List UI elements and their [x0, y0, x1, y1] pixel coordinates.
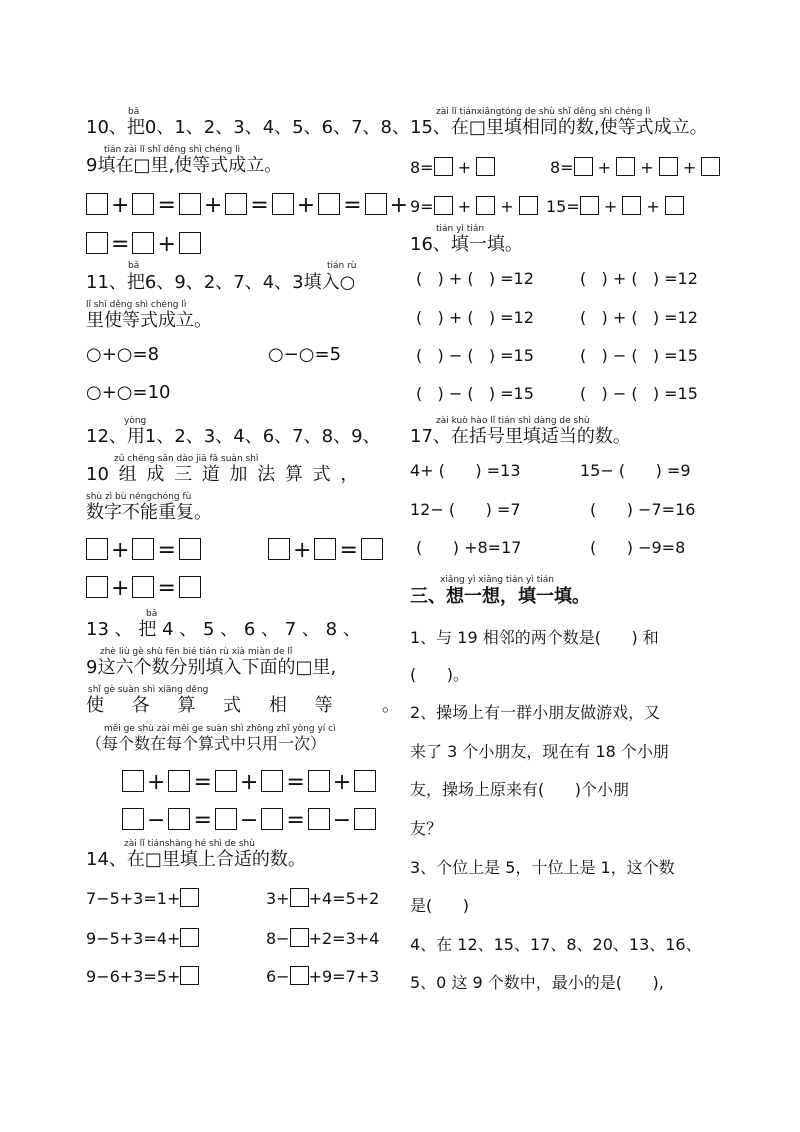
q10-equation-row1 — [86, 193, 411, 217]
answer-box[interactable] — [122, 808, 144, 830]
q17-row2-right: ( ) −7=16 — [590, 500, 696, 519]
s3-p3a: 3、个位上是 5，十位上是 1，这个数 — [410, 858, 675, 877]
answer-box[interactable] — [179, 193, 201, 215]
s3-p2d: 友？ — [410, 819, 443, 838]
q12-line2: 10 组 成 三 道 加 法 算 式 ， — [86, 464, 359, 485]
pinyin-q12-line2: zǔ chéng sān dào jiā fǎ suàn shì — [114, 454, 259, 464]
q10-equation-row2 — [86, 232, 201, 256]
answer-box[interactable] — [434, 157, 453, 176]
answer-box[interactable] — [354, 808, 376, 830]
q15-r2a: 9= + + — [410, 196, 538, 215]
answer-box[interactable] — [180, 966, 199, 985]
q13-line1: 13 、 把 4 、 5 、 6 、 7 、 8 、 — [86, 619, 361, 640]
answer-box[interactable] — [86, 538, 108, 560]
answer-box[interactable] — [261, 808, 283, 830]
q12-line3: 数字不能重复。 — [86, 502, 212, 523]
s3-p2a: 2、操场上有一群小朋友做游戏，又 — [410, 703, 661, 722]
op: = — [250, 193, 269, 218]
answer-box[interactable] — [86, 576, 108, 598]
q11-eq2: ○−○=5 — [268, 344, 342, 365]
q16-row1-right: ( ) + ( ) =12 — [580, 269, 698, 288]
q15-r1a: 8= + — [410, 157, 495, 176]
pinyin-q15: zài lǐ tiánxiāngtóng de shù shǐ děng shì chéng lì — [436, 107, 651, 117]
pinyin-q16: tián yì tián — [436, 224, 485, 234]
op: + — [389, 193, 409, 218]
answer-box[interactable] — [261, 770, 283, 792]
q11-line1: 11、把6、9、2、7、4、3填入○ — [86, 272, 356, 293]
answer-box[interactable] — [318, 193, 340, 215]
answer-box[interactable] — [580, 196, 599, 215]
pinyin-q13-line3: shǐ gè suàn shì xiāng děng — [88, 685, 209, 695]
q17-row3-left: ( ) +8=17 — [416, 538, 522, 557]
answer-box[interactable] — [665, 196, 684, 215]
q17-row1-left: 4+ ( ) =13 — [410, 461, 521, 480]
q16-row4-right: ( ) − ( ) =15 — [580, 384, 698, 403]
s3-p1a: 1、与 19 相邻的两个数是( ) 和 — [410, 628, 659, 647]
answer-box[interactable] — [132, 538, 154, 560]
answer-box[interactable] — [290, 966, 309, 985]
q12-line1: 12、用1、2、3、4、6、7、8、9、 — [86, 426, 381, 447]
answer-box[interactable] — [701, 157, 720, 176]
answer-box[interactable] — [434, 196, 453, 215]
q16-row1-left: ( ) + ( ) =12 — [416, 269, 534, 288]
pinyin-q13-ba: bǎ — [146, 609, 158, 619]
op: = — [343, 193, 362, 218]
answer-box[interactable] — [354, 770, 376, 792]
q14-row2-left: 9−5+3=4+ — [86, 928, 199, 947]
pinyin-q12-yong: yòng — [124, 416, 147, 426]
answer-box[interactable] — [361, 538, 383, 560]
answer-box[interactable] — [168, 770, 190, 792]
answer-box[interactable] — [122, 770, 144, 792]
q15-r2b: 15= + + — [546, 196, 684, 215]
q12-eq2: + = — [268, 538, 383, 562]
s3-p4b: 5、0 这 9 个数中，最小的是( ), — [410, 973, 664, 992]
q14-row1-right: 3+ +4=5+2 — [266, 889, 380, 908]
s3-p1b: ( )。 — [410, 665, 470, 684]
answer-box[interactable] — [290, 888, 309, 907]
op: + — [203, 193, 223, 218]
q17-row3-right: ( ) −9=8 — [590, 538, 686, 557]
op: + — [296, 193, 316, 218]
q16-row2-left: ( ) + ( ) =12 — [416, 308, 534, 327]
answer-box[interactable] — [86, 193, 108, 215]
q16-line1: 16、填一填。 — [410, 234, 523, 255]
q13-line2: 9这六个数分别填入下面的□里, — [86, 657, 337, 678]
answer-box[interactable] — [476, 157, 495, 176]
q16-row2-right: ( ) + ( ) =12 — [580, 308, 698, 327]
answer-box[interactable] — [365, 193, 387, 215]
pinyin-q13-line2: zhè liù gè shù fēn bié tián rù xià miàn de lǐ — [100, 647, 293, 657]
answer-box[interactable] — [179, 576, 201, 598]
answer-box[interactable] — [476, 196, 495, 215]
section3-title: 三、想一想，填一填。 — [410, 586, 590, 607]
q17-row2-left: 12− ( ) =7 — [410, 500, 521, 519]
pinyin-q12-line3: shù zì bù néngchóng fù — [86, 492, 192, 502]
q15-line1: 15、在□里填相同的数,使等式成立。 — [410, 117, 708, 138]
op: + — [111, 193, 130, 218]
answer-box[interactable] — [314, 538, 336, 560]
q11-eq3: ○+○=10 — [86, 382, 171, 403]
pinyin-q11-tianru: tián rù — [327, 261, 357, 271]
answer-box[interactable] — [574, 157, 593, 176]
q12-eq3: + = — [86, 576, 201, 600]
pinyin-q13-line4: měi ge shù zài měi ge suàn shì zhōng zhǐ yòng yí cì — [104, 724, 336, 734]
q14-row2-right: 8− +2=3+4 — [266, 929, 380, 948]
q15-r1b: 8= + + + — [550, 157, 720, 176]
q16-row4-left: ( ) − ( ) =15 — [416, 384, 534, 403]
answer-box[interactable] — [132, 193, 154, 215]
s3-p3b: 是( ) — [410, 896, 470, 915]
answer-box[interactable] — [616, 157, 635, 176]
answer-box[interactable] — [168, 808, 190, 830]
answer-box[interactable] — [272, 193, 294, 215]
pinyin-q10-ba: bǎ — [128, 107, 140, 117]
answer-box[interactable] — [179, 232, 201, 254]
q17-line1: 17、在括号里填适当的数。 — [410, 426, 631, 447]
pinyin-q17: zài kuò hào lǐ tián shì dàng de shù — [436, 416, 590, 426]
q14-row1-left: 7−5+3=1+ — [86, 888, 199, 907]
s3-p2c: 友，操场上原来有( )个小朋 — [410, 780, 630, 799]
pinyin-q11-ba: bǎ — [128, 261, 140, 271]
q11-eq1: ○+○=8 — [86, 344, 160, 365]
q13-eq-sub: − = − = − — [122, 808, 376, 832]
q16-row3-right: ( ) − ( ) =15 — [580, 346, 698, 365]
answer-box[interactable] — [215, 808, 237, 830]
q14-line1: 14、在□里填上合适的数。 — [86, 849, 306, 870]
answer-box[interactable] — [86, 232, 108, 254]
answer-box[interactable] — [290, 928, 309, 947]
q13-eq-add: + = + = + — [122, 770, 376, 794]
q17-row1-right: 15− ( ) =9 — [580, 461, 691, 480]
q13-line4: （每个数在每个算式中只用一次） — [86, 734, 327, 753]
pinyin-q14: zài lǐ tiánshàng hé shì de shù — [124, 839, 255, 849]
op: = — [111, 232, 130, 257]
answer-box[interactable] — [268, 538, 290, 560]
answer-box[interactable] — [622, 196, 641, 215]
answer-box[interactable] — [180, 928, 199, 947]
s3-p2b: 来了 3 个小朋友，现在有 18 个小朋 — [410, 742, 669, 761]
s3-p4a: 4、在 12、15、17、8、20、13、16、 — [410, 935, 702, 954]
answer-box[interactable] — [132, 232, 154, 254]
q13-line3: 使 各 算 式 相 等 — [86, 695, 333, 716]
op: = — [157, 193, 176, 218]
answer-box[interactable] — [659, 157, 678, 176]
q13-line3-end: 。 — [382, 695, 400, 716]
answer-box[interactable] — [308, 808, 330, 830]
q10-line1: 10、把0、1、2、3、4、5、6、7、8、 — [86, 117, 410, 138]
q10-line2: 9填在□里,使等式成立。 — [86, 155, 283, 176]
answer-box[interactable] — [179, 538, 201, 560]
pinyin-section3: xiǎng yì xiǎng tián yì tián — [440, 575, 554, 585]
q14-row3-right: 6− +9=7+3 — [266, 967, 380, 986]
answer-box[interactable] — [225, 193, 247, 215]
op: + — [157, 232, 176, 257]
q12-eq1: + = — [86, 538, 201, 562]
pinyin-q10-line2: tián zài lǐ shǐ děng shì chéng lì — [104, 145, 241, 155]
answer-box[interactable] — [215, 770, 237, 792]
q11-line2: 里使等式成立。 — [86, 310, 212, 331]
answer-box[interactable] — [519, 196, 538, 215]
answer-box[interactable] — [308, 770, 330, 792]
q16-row3-left: ( ) − ( ) =15 — [416, 346, 534, 365]
q14-row3-left: 9−6+3=5+ — [86, 966, 199, 985]
answer-box[interactable] — [180, 888, 199, 907]
answer-box[interactable] — [132, 576, 154, 598]
pinyin-q11-line2: lǐ shǐ děng shì chéng lì — [86, 300, 187, 310]
